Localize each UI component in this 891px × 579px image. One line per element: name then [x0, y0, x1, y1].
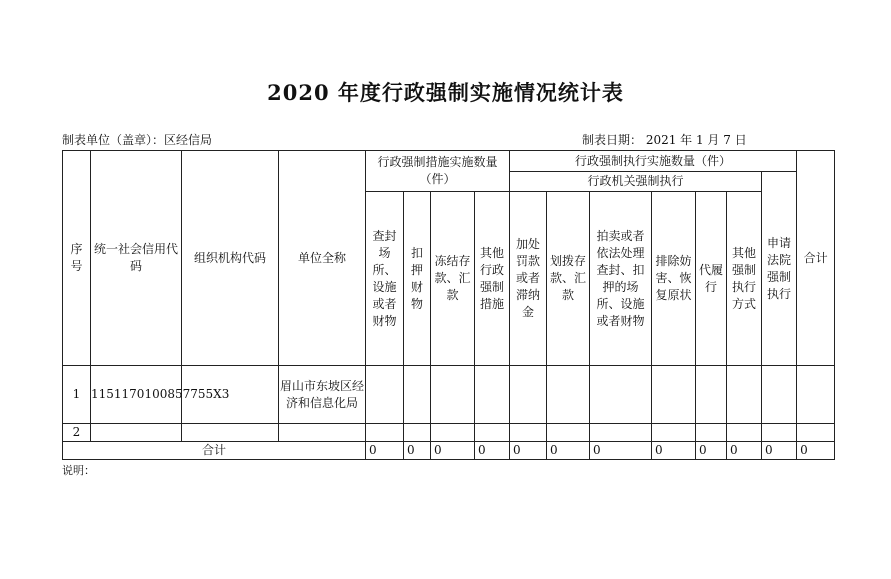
header-total: 合计 — [797, 151, 835, 366]
report-date: 制表日期： 2021 年 1 月 7 日 — [582, 133, 747, 147]
table-row — [63, 424, 835, 442]
page-title: 2020 年度行政强制实施情况统计表 — [267, 80, 624, 105]
header-seq: 序号 — [63, 151, 91, 366]
cell — [366, 424, 404, 442]
row-credit-code: 1151170100857755X3 — [91, 366, 182, 424]
total-row — [63, 442, 835, 460]
reporting-unit: 制表单位（盖章）：区经信局 — [62, 133, 213, 147]
total-value: 0 — [475, 442, 510, 460]
cell — [431, 424, 475, 442]
cell — [475, 366, 510, 424]
header-agency-exec-group: 行政机关强制执行 — [510, 172, 762, 192]
cell — [404, 424, 431, 442]
header-measures-group: 行政强制措施实施数量（件） — [366, 151, 510, 192]
cell — [475, 424, 510, 442]
row-seq: 2 — [63, 424, 91, 442]
cell — [547, 366, 590, 424]
cell — [762, 366, 797, 424]
cell — [727, 424, 762, 442]
cell — [404, 366, 431, 424]
header-execution-group: 行政强制执行实施数量（件） — [510, 151, 797, 172]
total-value: 0 — [590, 442, 652, 460]
cell — [431, 366, 475, 424]
header-transfer: 划拨存款、汇款 — [547, 192, 590, 366]
row-seq: 1 — [63, 366, 91, 424]
table-row — [63, 366, 835, 424]
total-value: 0 — [762, 442, 797, 460]
cell — [696, 366, 727, 424]
row-org-code — [182, 424, 279, 442]
total-value: 0 — [366, 442, 404, 460]
total-value: 0 — [797, 442, 835, 460]
row-unit-name — [279, 424, 366, 442]
header-proxy: 代履行 — [696, 192, 727, 366]
cell — [727, 366, 762, 424]
total-value: 0 — [431, 442, 475, 460]
cell — [652, 366, 696, 424]
total-value: 0 — [696, 442, 727, 460]
total-label: 合计 — [63, 442, 366, 460]
statistics-table — [62, 150, 835, 460]
cell — [696, 424, 727, 442]
cell — [590, 366, 652, 424]
cell — [366, 366, 404, 424]
header-court: 申请法院强制执行 — [762, 172, 797, 366]
header-penalty: 加处罚款或者滞纳金 — [510, 192, 547, 366]
total-value: 0 — [727, 442, 762, 460]
cell — [797, 366, 835, 424]
header-seize: 扣押财物 — [404, 192, 431, 366]
cell — [510, 424, 547, 442]
cell — [590, 424, 652, 442]
row-credit-code — [91, 424, 182, 442]
total-value: 0 — [547, 442, 590, 460]
header-auction: 拍卖或者依法处理查封、扣押的场所、设施或者财物 — [590, 192, 652, 366]
cell — [762, 424, 797, 442]
total-value: 0 — [652, 442, 696, 460]
cell — [547, 424, 590, 442]
header-org-code: 组织机构代码 — [182, 151, 279, 366]
row-unit-name: 眉山市东坡区经济和信息化局 — [279, 366, 366, 424]
header-seal: 查封场所、设施或者财物 — [366, 192, 404, 366]
cell — [797, 424, 835, 442]
total-value: 0 — [404, 442, 431, 460]
header-credit-code: 统一社会信用代码 — [91, 151, 182, 366]
header-other-measures: 其他行政强制措施 — [475, 192, 510, 366]
cell — [510, 366, 547, 424]
header-other-exec: 其他强制执行方式 — [727, 192, 762, 366]
header-freeze: 冻结存款、汇款 — [431, 192, 475, 366]
total-value: 0 — [510, 442, 547, 460]
cell — [652, 424, 696, 442]
header-unit-name: 单位全称 — [279, 151, 366, 366]
header-remove: 排除妨害、恢复原状 — [652, 192, 696, 366]
footnote: 说明： — [62, 464, 95, 477]
